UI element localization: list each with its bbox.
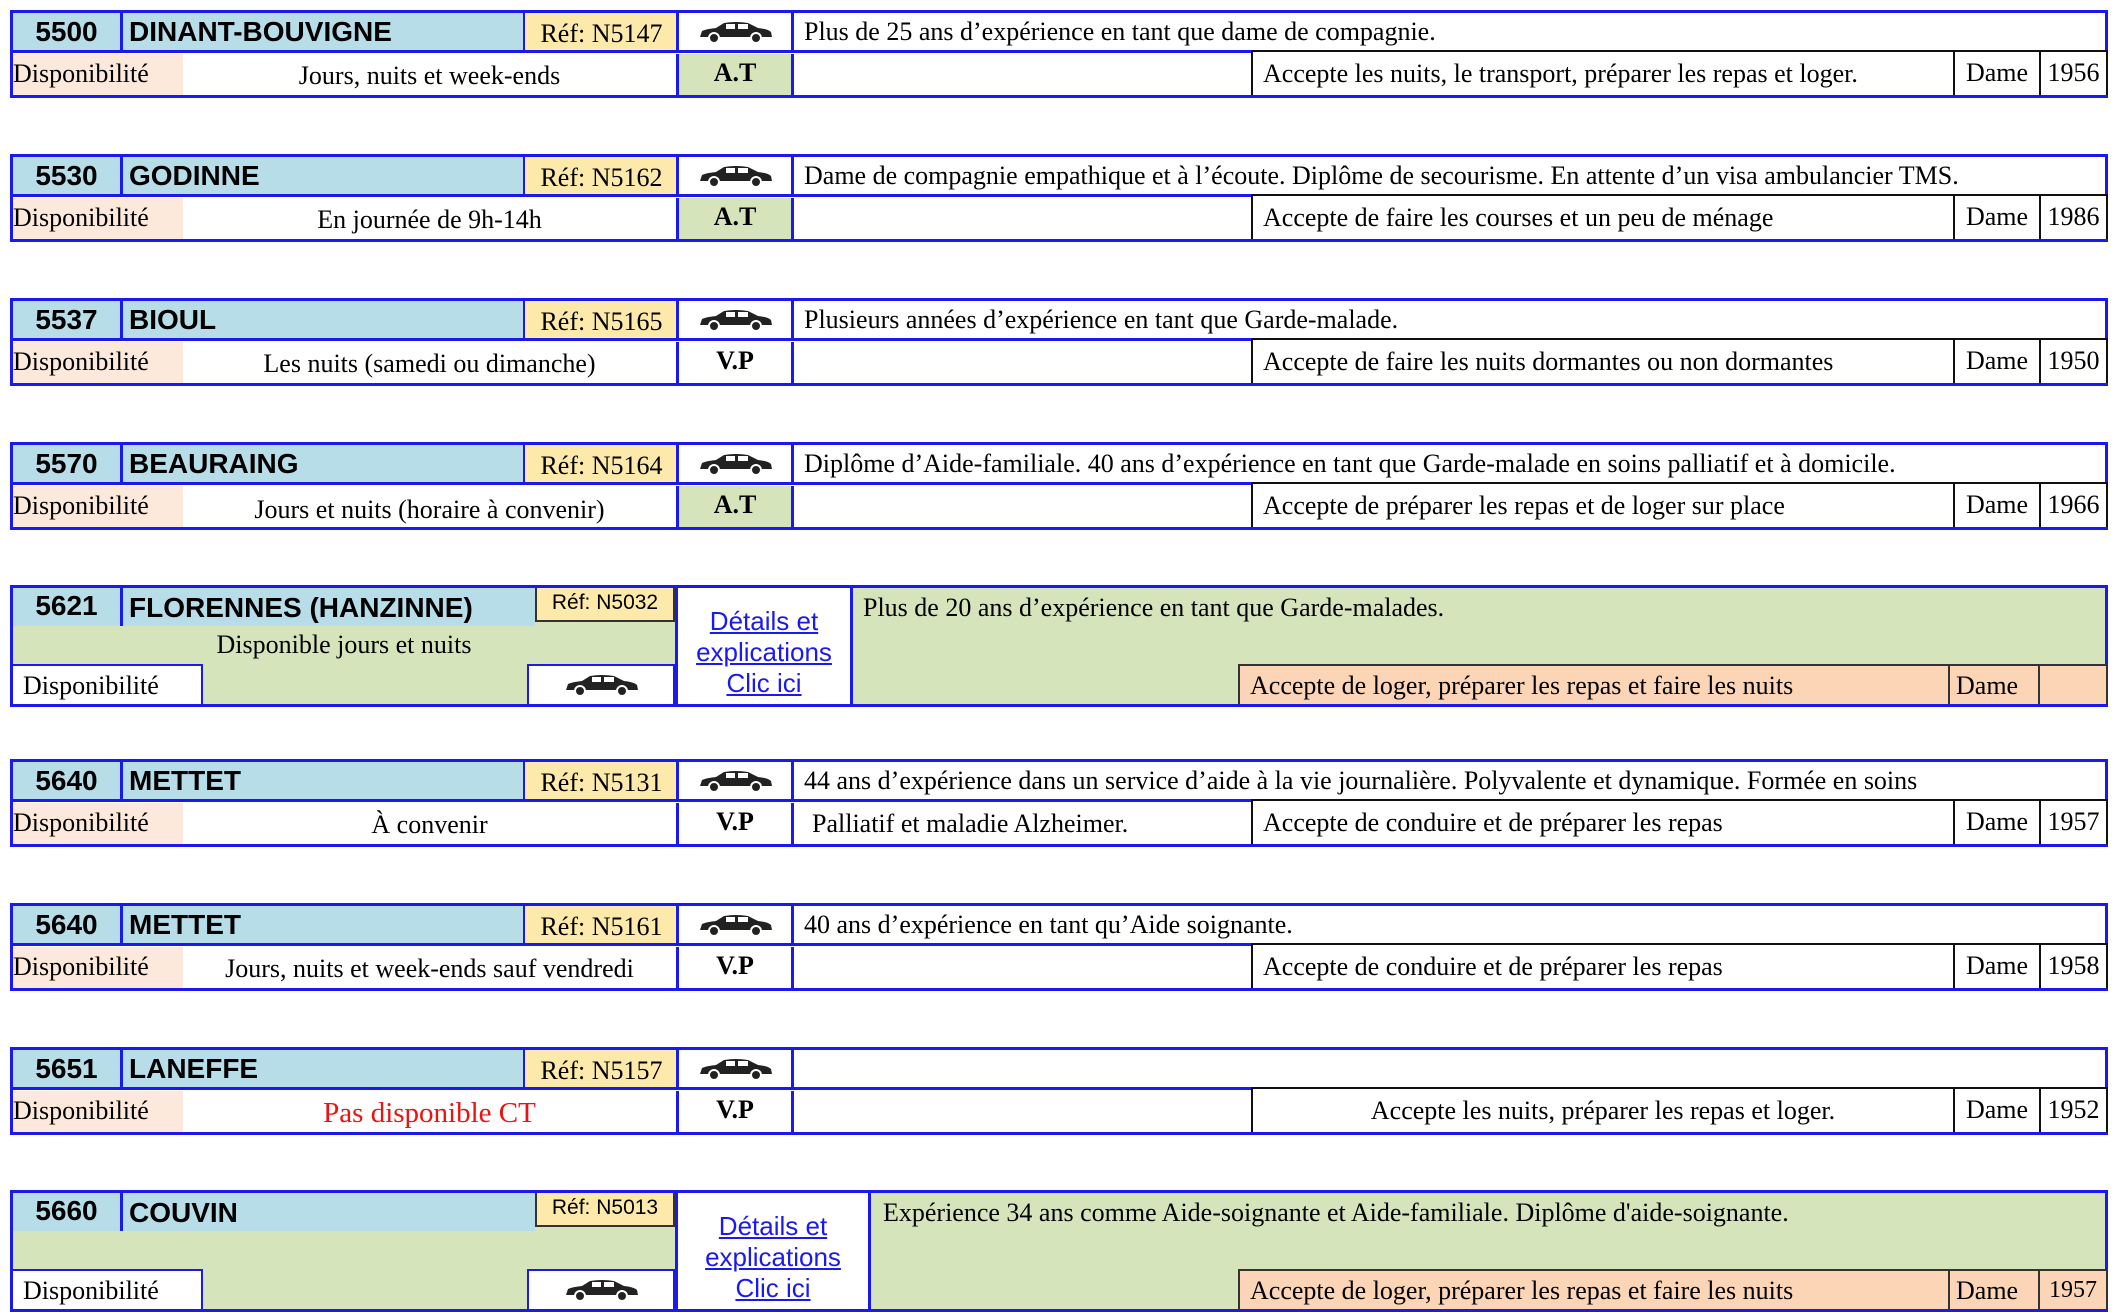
gender: Dame bbox=[1953, 482, 2041, 527]
accepts: Accepte de faire les nuits dormantes ou non dormantes bbox=[1251, 338, 1955, 383]
gender: Dame bbox=[1953, 799, 2041, 844]
gender: Dame bbox=[1953, 338, 2041, 383]
postal-code: 5640 bbox=[13, 762, 123, 802]
birth-year: 1957 bbox=[2038, 1269, 2108, 1309]
availability-label: Disponibilité bbox=[13, 1269, 203, 1309]
availability-value bbox=[13, 1231, 675, 1269]
gender: Dame bbox=[1953, 1087, 2041, 1132]
accepts: Accepte de faire les courses et un peu de ménage bbox=[1251, 194, 1955, 239]
reference: Réf: N5157 bbox=[523, 1050, 678, 1090]
availability-label: Disponibilité bbox=[13, 486, 183, 527]
city-name: FLORENNES (HANZINNE) bbox=[123, 588, 535, 626]
accepts: Accepte de loger, préparer les repas et faire les nuits bbox=[1238, 1269, 1950, 1309]
listing-card bbox=[10, 154, 2108, 242]
details-link[interactable] bbox=[675, 588, 853, 704]
reference: Réf: N5162 bbox=[523, 157, 678, 197]
description: Expérience 34 ans comme Aide-soignante et Aide-familiale. Diplôme d'aide-soignante. bbox=[883, 1198, 1789, 1227]
postal-code: 5530 bbox=[13, 157, 123, 197]
birth-year: 1958 bbox=[2039, 943, 2108, 988]
availability-label: Disponibilité bbox=[13, 1091, 183, 1132]
details-link-line3[interactable]: Clic ici bbox=[735, 1273, 811, 1303]
reference: Réf: N5131 bbox=[523, 762, 678, 802]
city-name: METTET bbox=[123, 906, 533, 946]
birth-year: 1966 bbox=[2039, 482, 2108, 527]
reference: Réf: N5032 bbox=[535, 588, 675, 622]
city-name: METTET bbox=[123, 762, 533, 802]
listing-card bbox=[10, 442, 2108, 530]
city-name: COUVIN bbox=[123, 1193, 535, 1231]
accepts: Accepte de loger, préparer les repas et faire les nuits bbox=[1238, 664, 1950, 704]
car-icon bbox=[676, 762, 794, 802]
description: Plus de 25 ans d’expérience en tant que dame de compagnie. bbox=[794, 13, 2108, 53]
description: Diplôme d’Aide-familiale. 40 ans d’expérience en tant que Garde-malade en soins palliatif et à domicile. bbox=[794, 445, 2108, 485]
reference: Réf: N5147 bbox=[523, 13, 678, 53]
availability-label: Disponibilité bbox=[13, 54, 183, 95]
vehicle-type: V.P bbox=[676, 342, 794, 383]
vehicle-type: A.T bbox=[676, 198, 794, 239]
availability-label: Disponibilité bbox=[13, 198, 183, 239]
listing-card bbox=[10, 1190, 2108, 1312]
city-name: BIOUL bbox=[123, 301, 533, 341]
details-link[interactable] bbox=[675, 1193, 871, 1309]
listing-card bbox=[10, 10, 2108, 98]
gender: Dame bbox=[1953, 943, 2041, 988]
car-icon bbox=[676, 1050, 794, 1090]
availability-value: Les nuits (samedi ou dimanche) bbox=[263, 349, 596, 378]
postal-code: 5570 bbox=[13, 445, 123, 485]
car-icon bbox=[527, 1269, 675, 1309]
car-icon bbox=[676, 157, 794, 197]
reference: Réf: N5161 bbox=[523, 906, 678, 946]
description-continued: Palliatif et maladie Alzheimer. bbox=[812, 809, 1129, 838]
description: Dame de compagnie empathique et à l’écoute. Diplôme de secourisme. En attente d’un visa ambulancier TMS. bbox=[794, 157, 2108, 197]
postal-code: 5640 bbox=[13, 906, 123, 946]
reference: Réf: N5013 bbox=[535, 1193, 675, 1227]
availability-value: Jours, nuits et week-ends sauf vendredi bbox=[225, 954, 634, 983]
vehicle-type: A.T bbox=[676, 486, 794, 527]
postal-code: 5621 bbox=[13, 588, 123, 626]
listing-card bbox=[10, 759, 2108, 847]
vehicle-type: A.T bbox=[676, 54, 794, 95]
city-name: LANEFFE bbox=[123, 1050, 533, 1090]
availability-label: Disponibilité bbox=[13, 947, 183, 988]
birth-year bbox=[2038, 664, 2108, 704]
birth-year: 1952 bbox=[2039, 1087, 2108, 1132]
listing-card bbox=[10, 298, 2108, 386]
listing-card bbox=[10, 1047, 2108, 1135]
postal-code: 5660 bbox=[13, 1193, 123, 1231]
car-icon bbox=[676, 301, 794, 341]
accepts: Accepte les nuits, préparer les repas et loger. bbox=[1251, 1087, 1955, 1132]
birth-year: 1950 bbox=[2039, 338, 2108, 383]
birth-year: 1956 bbox=[2039, 50, 2108, 95]
car-icon bbox=[676, 906, 794, 946]
availability-label: Disponibilité bbox=[13, 342, 183, 383]
car-icon bbox=[676, 445, 794, 485]
gender: Dame bbox=[1953, 50, 2041, 95]
availability-value: Pas disponible CT bbox=[323, 1097, 536, 1129]
availability-value: Disponible jours et nuits bbox=[216, 630, 472, 659]
details-link-line3[interactable]: Clic ici bbox=[726, 668, 802, 698]
reference: Réf: N5164 bbox=[523, 445, 678, 485]
accepts: Accepte les nuits, le transport, préparer les repas et loger. bbox=[1251, 50, 1955, 95]
availability-label: Disponibilité bbox=[13, 803, 183, 844]
availability-value: Jours et nuits (horaire à convenir) bbox=[254, 495, 605, 524]
description: 44 ans d’expérience dans un service d’aide à la vie journalière. Polyvalente et dynamique. Formée en soins bbox=[794, 762, 2108, 802]
vehicle-type: V.P bbox=[676, 803, 794, 844]
gender: Dame bbox=[1948, 1269, 2040, 1309]
details-link-line2[interactable]: explications bbox=[696, 637, 832, 667]
listing-card bbox=[10, 903, 2108, 991]
description bbox=[794, 1050, 2108, 1090]
vehicle-type: V.P bbox=[676, 1091, 794, 1132]
description: Plus de 20 ans d’expérience en tant que Garde-malades. bbox=[863, 593, 1445, 622]
car-icon bbox=[527, 664, 675, 704]
details-link-line1[interactable]: Détails et bbox=[718, 1211, 828, 1241]
availability-value: En journée de 9h-14h bbox=[317, 205, 542, 234]
gender: Dame bbox=[1953, 194, 2041, 239]
postal-code: 5651 bbox=[13, 1050, 123, 1090]
birth-year: 1957 bbox=[2039, 799, 2108, 844]
availability-value: À convenir bbox=[371, 810, 488, 839]
description: 40 ans d’expérience en tant qu’Aide soignante. bbox=[794, 906, 2108, 946]
vehicle-type: V.P bbox=[676, 947, 794, 988]
postal-code: 5500 bbox=[13, 13, 123, 53]
city-name: BEAURAING bbox=[123, 445, 533, 485]
availability-value: Jours, nuits et week-ends bbox=[298, 61, 561, 90]
availability-label: Disponibilité bbox=[13, 664, 203, 704]
gender: Dame bbox=[1948, 664, 2040, 704]
city-name: DINANT-BOUVIGNE bbox=[123, 13, 533, 53]
details-link-line2[interactable]: explications bbox=[705, 1242, 841, 1272]
car-icon bbox=[676, 13, 794, 53]
reference: Réf: N5165 bbox=[523, 301, 678, 341]
city-name: GODINNE bbox=[123, 157, 533, 197]
accepts: Accepte de conduire et de préparer les repas bbox=[1251, 799, 1955, 844]
description: Plusieurs années d’expérience en tant que Garde-malade. bbox=[794, 301, 2108, 341]
birth-year: 1986 bbox=[2039, 194, 2108, 239]
details-link-line1[interactable]: Détails et bbox=[709, 606, 819, 636]
accepts: Accepte de préparer les repas et de loger sur place bbox=[1251, 482, 1955, 527]
postal-code: 5537 bbox=[13, 301, 123, 341]
listing-card bbox=[10, 585, 2108, 707]
accepts: Accepte de conduire et de préparer les repas bbox=[1251, 943, 1955, 988]
